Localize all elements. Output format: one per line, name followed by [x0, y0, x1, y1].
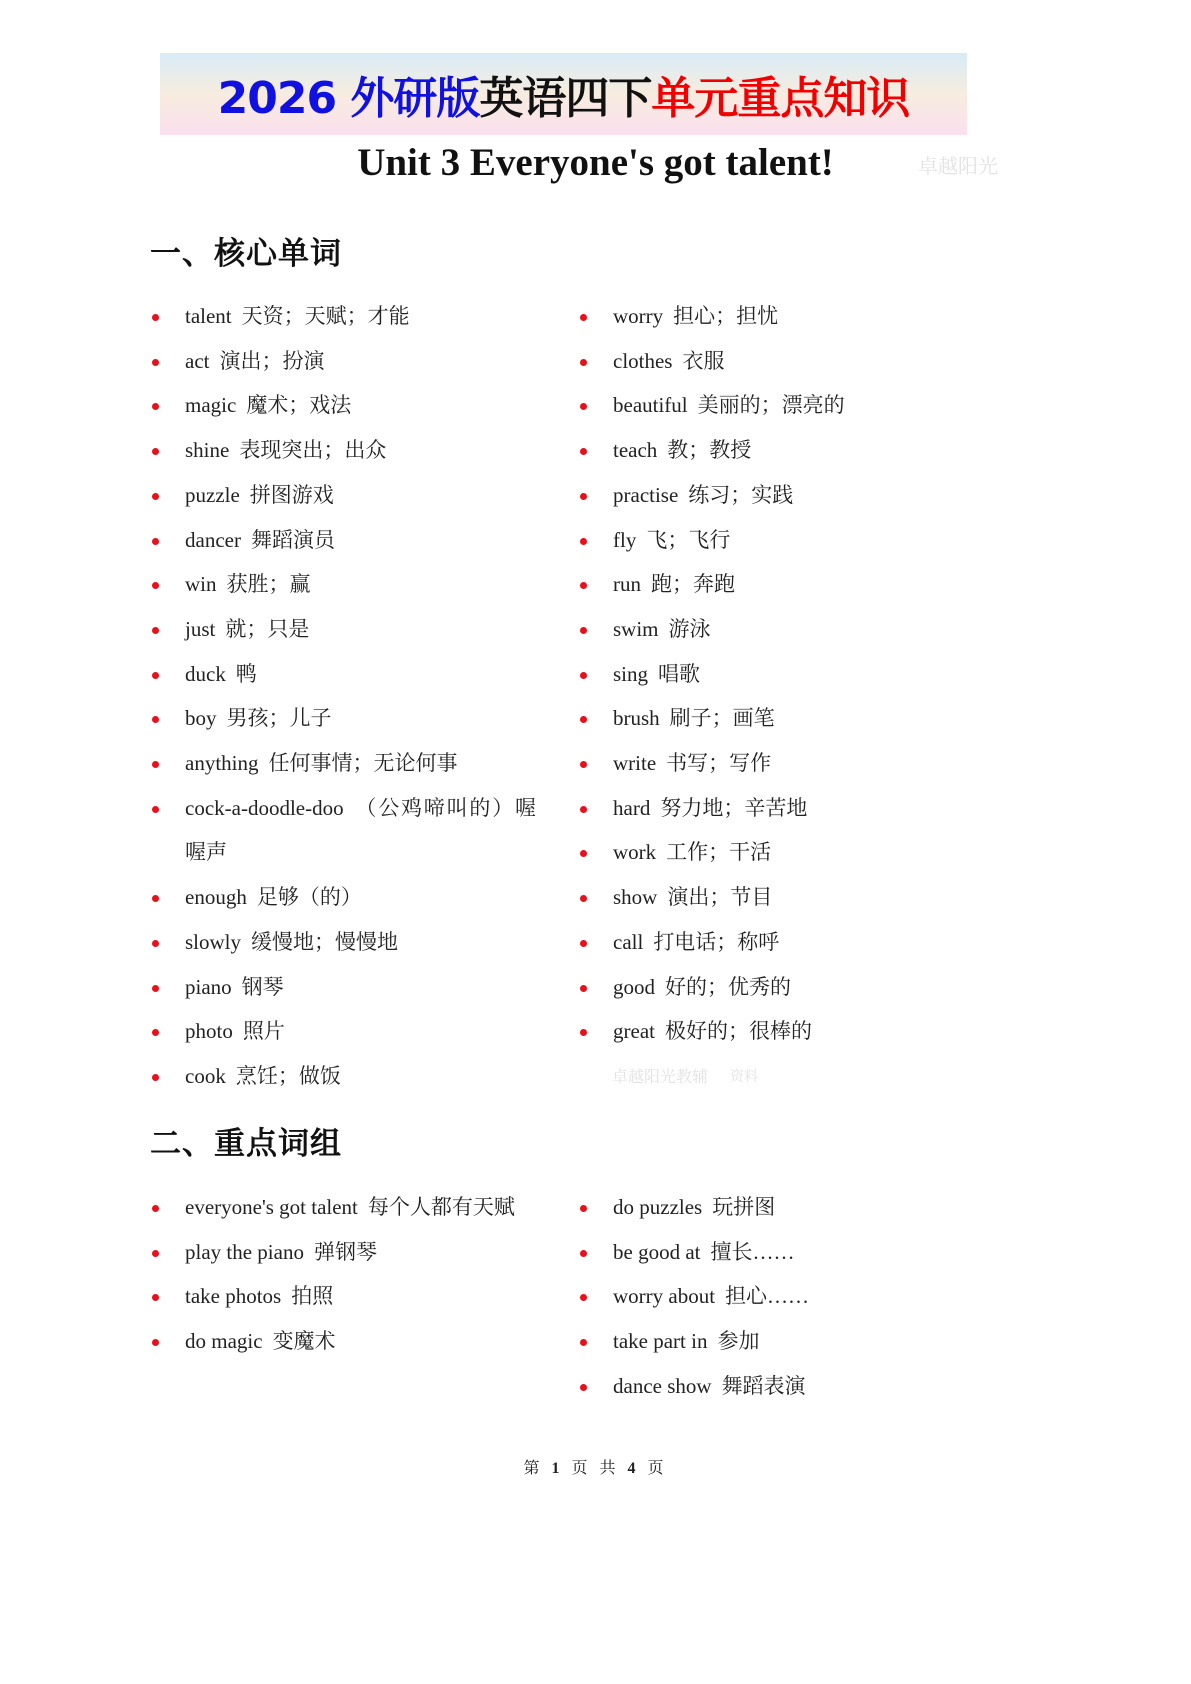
chinese-meaning: 刷子；画笔	[669, 706, 775, 731]
key-phrases-right-list	[578, 1185, 978, 1409]
english-term: worry about	[613, 1284, 716, 1309]
english-term: photo	[185, 1019, 233, 1044]
bullet-icon	[580, 1250, 587, 1257]
chinese-meaning: 每个人都有天赋	[367, 1195, 515, 1219]
watermark: 资料	[730, 1069, 758, 1085]
vocab-item	[150, 473, 536, 518]
english-term: teach	[613, 438, 658, 463]
vocab-item	[150, 652, 536, 697]
bullet-icon	[580, 1029, 587, 1036]
bullet-icon	[580, 761, 587, 768]
english-term: work	[613, 840, 657, 865]
vocab-item	[578, 473, 978, 518]
english-term: sing	[613, 661, 649, 686]
chinese-meaning: 男孩；儿子	[226, 706, 332, 731]
english-term: cock-a-doodle-doo	[185, 795, 344, 820]
english-term: duck	[185, 661, 226, 686]
english-term: call	[613, 929, 644, 954]
chinese-meaning: 鸭	[235, 661, 257, 686]
core-words-right-list	[578, 294, 978, 1054]
english-term: act	[185, 348, 210, 373]
bullet-icon	[580, 672, 587, 679]
chinese-meaning: 天资；天赋；才能	[241, 304, 410, 328]
banner-part-2: 英语四下	[479, 73, 652, 124]
bullet-icon	[152, 1029, 159, 1036]
vocab-item	[150, 518, 536, 563]
english-term: hard	[613, 795, 651, 820]
vocab-item	[578, 965, 978, 1010]
vocab-item	[578, 1185, 978, 1230]
vocab-item	[150, 920, 536, 965]
bullet-icon	[152, 1250, 159, 1257]
vocab-item	[150, 1185, 536, 1230]
chinese-meaning: 舞蹈演员	[250, 527, 335, 552]
vocab-item	[578, 741, 978, 786]
english-term: take part in	[613, 1329, 708, 1354]
vocab-item	[578, 607, 978, 652]
english-term: beautiful	[613, 393, 688, 418]
bullet-icon	[580, 806, 587, 813]
vocab-item	[150, 1319, 536, 1364]
vocab-item	[578, 1230, 978, 1275]
bullet-icon	[152, 895, 159, 902]
section-heading-core-words: 一、核心单词	[150, 236, 342, 272]
english-term: write	[613, 751, 657, 776]
english-term: practise	[613, 482, 679, 507]
english-term: talent	[185, 304, 232, 328]
bullet-icon	[580, 538, 587, 545]
vocab-item	[578, 1319, 978, 1364]
bullet-icon	[152, 806, 159, 813]
chinese-meaning: 演出；扮演	[219, 348, 325, 373]
vocab-item	[150, 965, 536, 1010]
english-term: swim	[613, 616, 659, 641]
bullet-icon	[580, 403, 587, 410]
chinese-meaning: 演出；节目	[667, 885, 773, 910]
vocab-item	[150, 1230, 536, 1275]
english-term: cook	[185, 1063, 226, 1088]
vocab-item	[150, 1009, 536, 1054]
chinese-meaning: 魔术；戏法	[246, 393, 352, 418]
bullet-icon	[152, 582, 159, 589]
vocab-item	[150, 1274, 536, 1319]
chinese-meaning: 唱歌	[658, 661, 701, 686]
chinese-meaning: 表现突出；出众	[239, 438, 387, 463]
bullet-icon	[580, 940, 587, 947]
bullet-icon	[580, 1294, 587, 1301]
vocab-item	[150, 562, 536, 607]
english-term: dancer	[185, 527, 241, 552]
bullet-icon	[152, 1294, 159, 1301]
chinese-meaning: 玩拼图	[712, 1195, 776, 1219]
watermark: 卓越阳光教辅	[612, 1067, 709, 1086]
vocab-item	[578, 294, 978, 339]
vocab-item	[150, 607, 536, 652]
bullet-icon	[152, 627, 159, 634]
bullet-icon	[580, 1339, 587, 1346]
vocab-item	[578, 875, 978, 920]
bullet-icon	[152, 448, 159, 455]
chinese-meaning: 教；教授	[667, 438, 752, 463]
unit-title: Unit 3 Everyone's got talent!	[357, 141, 834, 184]
vocab-item	[578, 1364, 978, 1409]
chinese-meaning: 就；只是	[225, 616, 310, 641]
vocab-item	[150, 294, 536, 339]
english-term: dance show	[613, 1373, 712, 1398]
english-term: shine	[185, 438, 230, 463]
footer-text: 第	[523, 1460, 544, 1477]
english-term: great	[613, 1019, 655, 1044]
english-term: play the piano	[185, 1239, 304, 1264]
chinese-meaning: 弹钢琴	[313, 1239, 377, 1264]
footer-text: 页 共	[571, 1460, 620, 1477]
english-term: win	[185, 572, 217, 597]
bullet-icon	[152, 359, 159, 366]
section-heading-key-phrases: 二、重点词组	[150, 1126, 342, 1162]
chinese-meaning: 打电话；称呼	[653, 929, 780, 954]
vocab-item	[150, 339, 536, 384]
bullet-icon	[580, 582, 587, 589]
bullet-icon	[580, 493, 587, 500]
bullet-icon	[580, 1205, 587, 1212]
chinese-meaning: 练习；实践	[688, 482, 794, 507]
english-term: take photos	[185, 1284, 282, 1309]
page-number: 1	[551, 1460, 564, 1477]
english-term: be good at	[613, 1239, 701, 1264]
vocab-item	[150, 875, 536, 920]
bullet-icon	[152, 1339, 159, 1346]
english-term: brush	[613, 706, 660, 731]
bullet-icon	[152, 716, 159, 723]
chinese-meaning: 跑；奔跑	[651, 572, 735, 597]
english-term: worry	[613, 304, 664, 328]
chinese-meaning: 努力地；辛苦地	[660, 795, 808, 820]
english-term: everyone's got talent	[185, 1195, 358, 1219]
chinese-meaning: 担心；担忧	[673, 304, 779, 328]
chinese-meaning: 参加	[717, 1329, 760, 1354]
chinese-meaning: 担心……	[725, 1284, 810, 1309]
title-banner	[160, 53, 967, 135]
chinese-meaning: 游泳	[668, 616, 711, 641]
chinese-meaning: 极好的；很棒的	[664, 1019, 812, 1044]
english-term: enough	[185, 885, 247, 910]
vocab-item	[150, 696, 536, 741]
bullet-icon	[152, 314, 159, 321]
bullet-icon	[152, 672, 159, 679]
chinese-meaning: 获胜；赢	[226, 572, 311, 597]
chinese-meaning: 拼图游戏	[249, 482, 334, 507]
vocab-item	[150, 1054, 536, 1099]
vocab-item	[578, 920, 978, 965]
bullet-icon	[580, 985, 587, 992]
vocab-item	[578, 428, 978, 473]
bullet-icon	[152, 940, 159, 947]
footer-text: 页	[647, 1460, 668, 1477]
vocab-item	[578, 652, 978, 697]
chinese-meaning: 照片	[242, 1019, 285, 1044]
total-pages: 4	[627, 1460, 640, 1477]
vocab-item	[578, 562, 978, 607]
watermark: 卓越阳光	[918, 154, 998, 178]
vocab-item	[578, 1274, 978, 1319]
banner-part-3: 单元重点知识	[651, 73, 910, 124]
vocab-item	[150, 383, 536, 428]
chinese-meaning: 舞蹈表演	[721, 1373, 806, 1398]
chinese-meaning: 变魔术	[272, 1329, 336, 1354]
english-term: magic	[185, 393, 237, 418]
english-term: do magic	[185, 1329, 263, 1354]
english-term: show	[613, 885, 658, 910]
bullet-icon	[152, 1205, 159, 1212]
english-term: clothes	[613, 348, 673, 373]
vocab-item	[578, 383, 978, 428]
bullet-icon	[580, 359, 587, 366]
chinese-meaning: 缓慢地；慢慢地	[251, 929, 399, 954]
bullet-icon	[580, 895, 587, 902]
banner-part-1: 2026 外研版	[217, 73, 480, 124]
vocab-item	[578, 1009, 978, 1054]
bullet-icon	[152, 538, 159, 545]
bullet-icon	[152, 403, 159, 410]
english-term: good	[613, 974, 655, 999]
chinese-meaning: 擅长……	[710, 1239, 795, 1264]
english-term: boy	[185, 706, 217, 731]
vocab-item	[578, 518, 978, 563]
bullet-icon	[580, 716, 587, 723]
vocab-item	[578, 786, 978, 831]
english-term: anything	[185, 751, 259, 776]
bullet-icon	[580, 448, 587, 455]
vocab-item	[150, 428, 536, 473]
vocab-item	[150, 786, 536, 875]
key-phrases-left-list	[150, 1185, 536, 1364]
bullet-icon	[580, 627, 587, 634]
vocab-item	[578, 696, 978, 741]
bullet-icon	[580, 1384, 587, 1391]
chinese-meaning: 拍照	[291, 1284, 334, 1309]
english-term: fly	[613, 527, 637, 552]
chinese-meaning: 足够（的）	[256, 885, 362, 910]
english-term: piano	[185, 974, 232, 999]
english-term: just	[185, 616, 216, 641]
bullet-icon	[152, 493, 159, 500]
english-term: run	[613, 572, 641, 597]
chinese-meaning: 飞；飞行	[646, 527, 731, 552]
chinese-meaning: 钢琴	[241, 974, 284, 999]
chinese-meaning: 烹饪；做饭	[235, 1063, 341, 1088]
english-term: slowly	[185, 929, 242, 954]
chinese-meaning: 工作；干活	[666, 840, 772, 865]
chinese-meaning: （公鸡啼叫的）喔喔声	[185, 795, 536, 865]
page-footer	[0, 1455, 1191, 1478]
bullet-icon	[580, 314, 587, 321]
chinese-meaning: 书写；写作	[666, 751, 772, 776]
vocab-item	[578, 830, 978, 875]
chinese-meaning: 衣服	[682, 348, 725, 373]
bullet-icon	[580, 850, 587, 857]
bullet-icon	[152, 985, 159, 992]
chinese-meaning: 任何事情；无论何事	[268, 751, 458, 776]
vocab-item	[150, 741, 536, 786]
chinese-meaning: 好的；优秀的	[665, 974, 791, 999]
english-term: puzzle	[185, 482, 240, 507]
bullet-icon	[152, 1074, 159, 1081]
core-words-left-list	[150, 294, 536, 1099]
chinese-meaning: 美丽的；漂亮的	[697, 393, 845, 418]
vocab-item	[578, 339, 978, 384]
english-term: do puzzles	[613, 1195, 703, 1219]
bullet-icon	[152, 761, 159, 768]
